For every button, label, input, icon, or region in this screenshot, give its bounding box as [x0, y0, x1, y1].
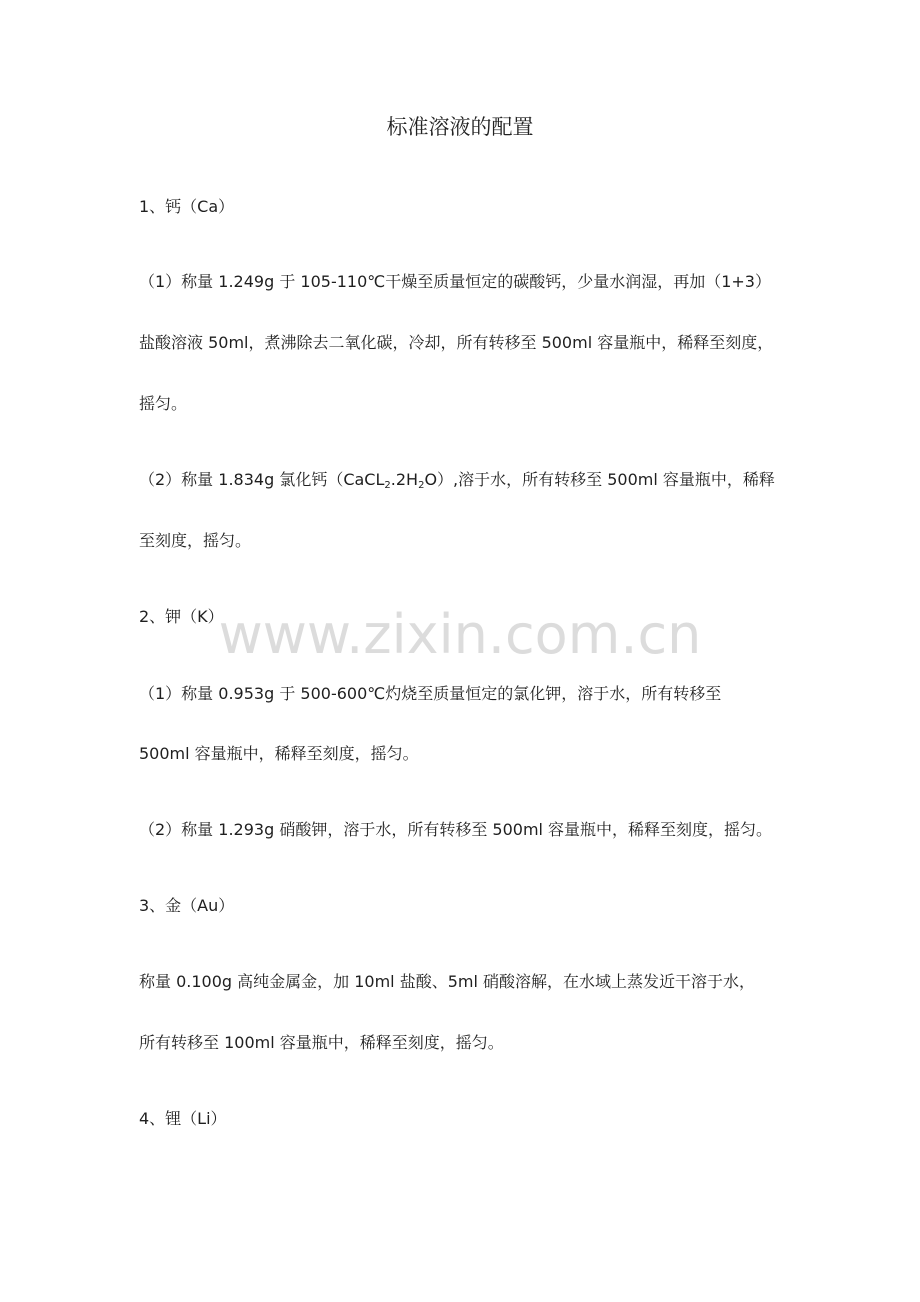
- paragraph-line: （1）称量 0.953g 于 500-600℃灼烧至质量恒定的氯化钾，溶于水，所有转移至: [139, 684, 722, 703]
- paragraph-line: 所有转移至 100ml 容量瓶中，稀释至刻度，摇匀。: [139, 1033, 504, 1052]
- section-heading-potassium: 2、钾（K）: [139, 607, 224, 626]
- paragraph-line: 500ml 容量瓶中，稀释至刻度，摇匀。: [139, 744, 419, 763]
- formula-text-mid: .2H: [390, 470, 419, 489]
- document-title: 标准溶液的配置: [386, 115, 534, 139]
- formula-text-pre: （2）称量 1.834g 氯化钙（CaCL: [139, 470, 385, 489]
- formula-subscript: 2: [384, 480, 391, 491]
- paragraph-line: 盐酸溶液 50ml，煮沸除去二氧化碳，冷却，所有转移至 500ml 容量瓶中，稀释至刻度，: [139, 333, 774, 352]
- paragraph-line: 至刻度，摇匀。: [139, 531, 252, 550]
- paragraph-line: （2）称量 1.293g 硝酸钾，溶于水，所有转移至 500ml 容量瓶中，稀释至刻度，摇匀。: [139, 820, 773, 839]
- section-heading-gold: 3、金（Au）: [139, 896, 235, 915]
- watermark: www.zixin.com.cn: [218, 603, 702, 666]
- formula-text-post: O）,溶于水，所有转移至 500ml 容量瓶中，稀释: [424, 470, 775, 489]
- paragraph-line: 摇匀。: [139, 394, 188, 413]
- paragraph-line-formula: [139, 467, 775, 493]
- paragraph-line: 称量 0.100g 高纯金属金，加 10ml 盐酸、5ml 硝酸溶解，在水域上蒸发近干溶于水，: [139, 972, 755, 991]
- paragraph-line: （1）称量 1.249g 于 105-110℃干燥至质量恒定的碳酸钙，少量水润湿，再加（1+3）: [139, 272, 771, 291]
- section-heading-lithium: 4、锂（Li）: [139, 1109, 227, 1128]
- section-heading-calcium: 1、钙（Ca）: [139, 197, 235, 216]
- formula-subscript: 2: [418, 480, 425, 491]
